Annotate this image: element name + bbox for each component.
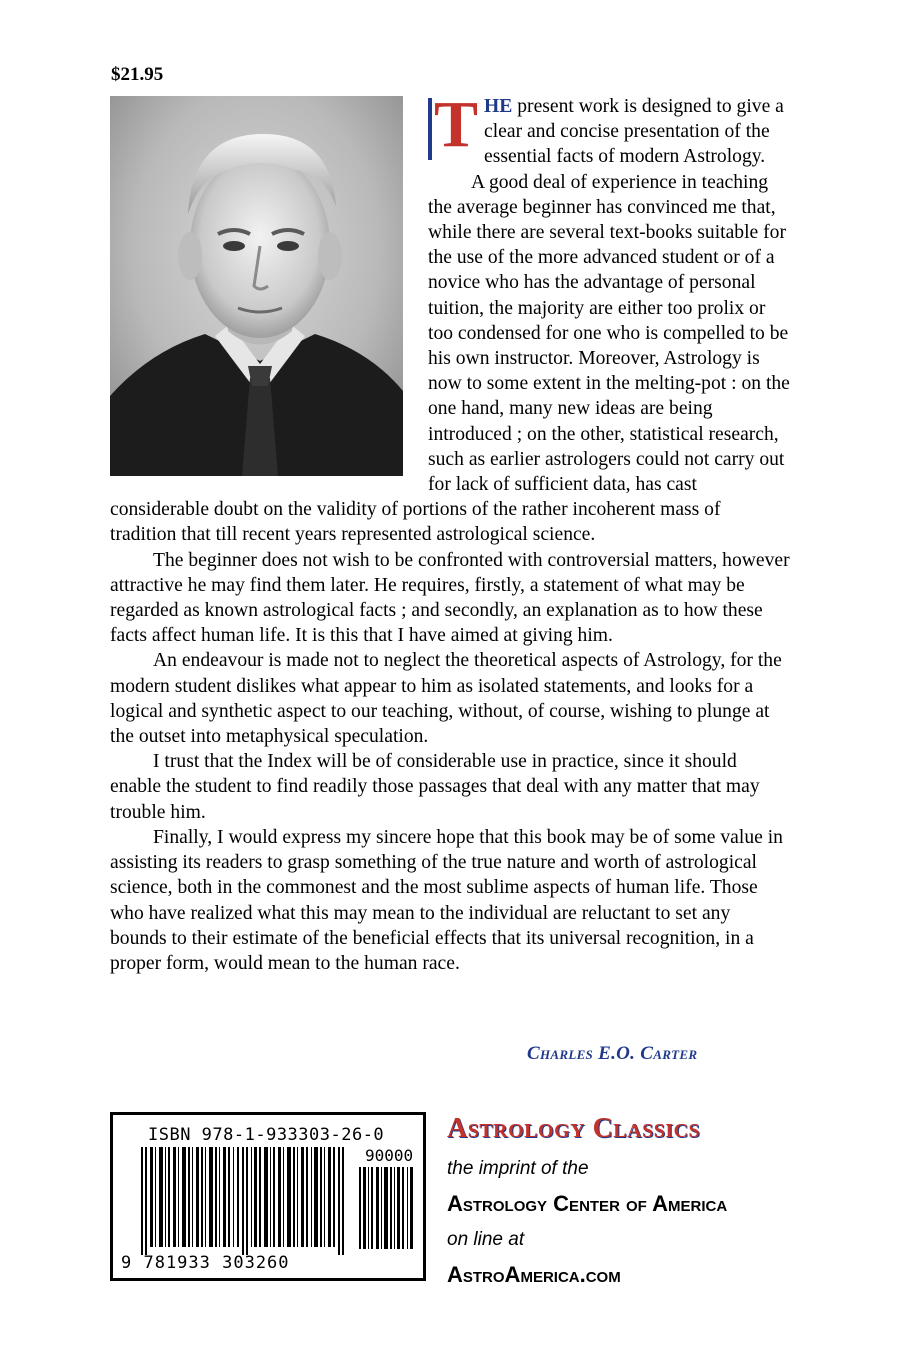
paragraph: The beginner does not wish to be confronted with controversial matters, however attractive he may find them later. He requires, firstly, a statement of what may be regarded as known astrological facts ; and secondly, an explanation as to how these facts affect human life. It is this that I have aimed at giving him. (110, 549, 790, 647)
paragraph: Finally, I would express my sincere hope that this book may be of some value in assisting its readers to grasp something of the true nature and worth of astrological science, both in the commonest and the most sublime aspects of human life. Those who have realized what this may mean to the individual are reluctant to set any bounds to their estimate of the beneficial effects that its universal recognition, in a proper form, would mean to the human race. (110, 826, 783, 974)
photo-spacer (110, 94, 428, 478)
price-label: $21.95 (111, 64, 164, 85)
drop-cap: T (428, 98, 478, 160)
author-signature: Charles E.O. Carter (527, 1043, 698, 1064)
barcode-bars (139, 1147, 354, 1255)
price-code: 90000 (365, 1146, 414, 1165)
lead-caps: HE (484, 96, 513, 117)
website-link[interactable]: AstroAmerica.com (447, 1262, 621, 1287)
isbn-text: ISBN 978-1-933303-26-0 (148, 1125, 385, 1145)
center-name: Astrology Center of America (447, 1191, 728, 1216)
online-line: on line at (447, 1229, 525, 1250)
barcode-digits: 9 781933 303260 (121, 1253, 290, 1273)
addon-barcode-bars (357, 1167, 417, 1249)
description-text (110, 88, 790, 976)
intro-rest: present work is designed to give a clear and concise presentation of the essential facts of modern Astrology. (484, 96, 784, 168)
paragraph: An endeavour is made not to neglect the theoretical aspects of Astrology, for the modern student dislikes what appear to him as isolated statements, and looks for a logical and synthetic aspect to our teaching, without, of course, wishing to plunge at the outset into metaphysical speculation. (110, 650, 782, 748)
publisher-imprint (447, 1112, 887, 1288)
imprint-line: the imprint of the (447, 1158, 589, 1179)
barcode-box (110, 1112, 426, 1281)
publisher-brand: Astrology Classics (447, 1113, 701, 1144)
paragraph: A good deal of experience in teaching the average beginner has convinced me that, while there are several text-books suitable for the use of the more advanced student or of a novice who has the advantage of personal tuition, the majority are either too prolix or too condensed for one who is compelled to be his own instructor. Moreover, Astrology is now to some extent in the melting-pot : on the one hand, many new ideas are being introduced ; on the other, statistical research, such as earlier astrologers could not carry out for lack of sufficient data, has cast considerable doubt on the validity of portions of the rather incoherent mass of tradition that till recent years represented astrological science. (110, 171, 790, 546)
paragraph: I trust that the Index will be of considerable use in practice, since it should enable the student to find readily those passages that deal with any matter that may trouble him. (110, 751, 760, 823)
